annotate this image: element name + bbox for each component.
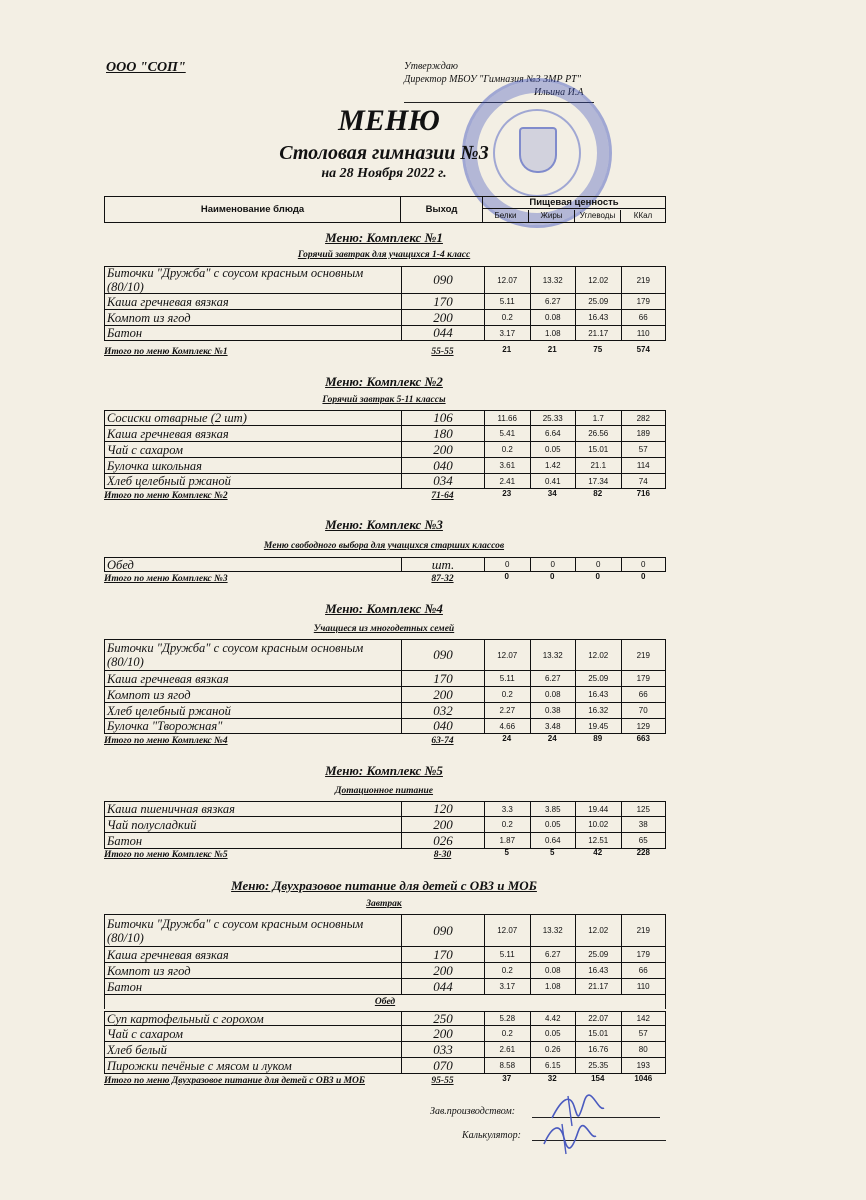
dish-kcal: 70 (621, 703, 667, 719)
dish-output: 040 (401, 719, 484, 734)
dish-output: 033 (401, 1042, 484, 1058)
dish-carbs: 25.09 (575, 671, 621, 687)
total-label: Итого по меню Комплекс №5 (104, 850, 228, 860)
dish-kcal: 38 (621, 817, 667, 833)
dish-carbs: 16.43 (575, 963, 621, 979)
dish-fat: 3.48 (530, 719, 576, 734)
total-protein: 0 (504, 572, 509, 581)
dish-output: 170 (401, 294, 484, 310)
dish-protein: 4.66 (484, 719, 530, 734)
dish-output: 044 (401, 326, 484, 341)
dish-fat: 13.32 (530, 914, 576, 947)
total-protein: 24 (502, 734, 512, 743)
approve-label: Утверждаю (404, 61, 458, 72)
col-header-nutrition: Пищевая ценность (483, 197, 665, 209)
dish-protein: 5.28 (484, 1011, 530, 1026)
total-fat: 24 (547, 734, 557, 743)
dish-carbs: 10.02 (575, 817, 621, 833)
dish-carbs: 15.01 (575, 1026, 621, 1042)
dish-output: 044 (401, 979, 484, 995)
total-fat: 34 (547, 489, 557, 498)
dish-output: 106 (401, 410, 484, 426)
dish-protein: 5.11 (484, 294, 530, 310)
total-label: Итого по меню Комплекс №2 (104, 491, 228, 501)
total-carbs: 75 (593, 345, 603, 354)
col-header-fat: Жиры (529, 210, 575, 222)
section-subtitle: Горячий завтрак 5-11 классы (322, 395, 446, 405)
dish-protein: 2.27 (484, 703, 530, 719)
table-row (104, 474, 666, 489)
total-kcal: 574 (636, 345, 650, 354)
dish-carbs: 12.02 (575, 914, 621, 947)
total-kcal: 228 (636, 848, 650, 857)
dish-fat: 13.32 (530, 266, 576, 294)
dish-carbs: 21.1 (575, 458, 621, 474)
dish-protein: 5.11 (484, 947, 530, 963)
table-row (104, 326, 666, 341)
dish-kcal: 189 (621, 426, 667, 442)
dish-kcal: 129 (621, 719, 667, 734)
dish-protein: 5.11 (484, 671, 530, 687)
col-header-output: Выход (401, 197, 483, 222)
dish-protein: 12.07 (484, 639, 530, 671)
dish-name: Хлеб целебный ржаной (104, 703, 401, 719)
dish-protein: 1.87 (484, 833, 530, 849)
total-kcal: 663 (636, 734, 650, 743)
dish-output: 250 (401, 1011, 484, 1026)
dish-fat: 0.08 (530, 310, 576, 326)
table-row (104, 963, 666, 979)
dish-fat: 1.08 (530, 326, 576, 341)
table-header (104, 196, 666, 223)
total-carbs: 0 (595, 572, 600, 581)
dish-name: Каша пшеничная вязкая (104, 801, 401, 817)
total-protein: 21 (502, 345, 512, 354)
dish-carbs: 19.44 (575, 801, 621, 817)
total-protein: 37 (502, 1074, 512, 1083)
page-title: МЕНЮ (338, 104, 440, 137)
dish-protein: 0.2 (484, 310, 530, 326)
dish-fat: 0.05 (530, 442, 576, 458)
dish-output: 026 (401, 833, 484, 849)
table-row (104, 1058, 666, 1074)
dish-name: Батон (104, 979, 401, 995)
dish-fat: 0.41 (530, 474, 576, 489)
dish-output: 034 (401, 474, 484, 489)
table-row (104, 817, 666, 833)
total-kcal: 1046 (634, 1074, 653, 1083)
section-title: Меню: Двухразовое питание для детей с ОВЗ и МОБ (231, 878, 537, 893)
table-row (104, 914, 666, 947)
table-row (104, 442, 666, 458)
dish-kcal: 125 (621, 801, 667, 817)
dish-output: 200 (401, 1026, 484, 1042)
section-title: Меню: Комплекс №4 (325, 601, 443, 616)
dish-name: Хлеб белый (104, 1042, 401, 1058)
dish-fat: 6.27 (530, 671, 576, 687)
total-output: 8-30 (433, 850, 452, 860)
dish-protein: 0 (484, 557, 530, 572)
section-subtitle-lunch: Обед (104, 995, 666, 1009)
dish-name: Батон (104, 326, 401, 341)
section-title: Меню: Комплекс №2 (325, 374, 443, 389)
dish-kcal: 66 (621, 310, 667, 326)
dish-fat: 4.42 (530, 1011, 576, 1026)
dish-carbs: 19.45 (575, 719, 621, 734)
dish-name: Сосиски отварные (2 шт) (104, 410, 401, 426)
dish-name: Булочка "Творожная" (104, 719, 401, 734)
dish-name: Хлеб целебный ржаной (104, 474, 401, 489)
dish-output: 090 (401, 639, 484, 671)
dish-protein: 8.58 (484, 1058, 530, 1074)
dish-name: Чай с сахаром (104, 442, 401, 458)
section-total-row (104, 490, 666, 502)
dish-kcal: 179 (621, 947, 667, 963)
dish-carbs: 16.43 (575, 687, 621, 703)
dish-kcal: 74 (621, 474, 667, 489)
section-title: Меню: Комплекс №5 (325, 763, 443, 778)
dish-kcal: 65 (621, 833, 667, 849)
dish-output: 170 (401, 947, 484, 963)
dish-kcal: 219 (621, 639, 667, 671)
total-kcal: 0 (641, 572, 646, 581)
section-subtitle: Учащиеся из многодетных семей (313, 624, 455, 634)
dish-carbs: 0 (575, 557, 621, 572)
dish-output: 032 (401, 703, 484, 719)
dish-kcal: 193 (621, 1058, 667, 1074)
dish-fat: 3.85 (530, 801, 576, 817)
dish-output: 200 (401, 963, 484, 979)
dish-carbs: 21.17 (575, 979, 621, 995)
dish-protein: 2.61 (484, 1042, 530, 1058)
signature-calculator-icon (540, 1118, 600, 1158)
dish-protein: 0.2 (484, 963, 530, 979)
total-protein: 5 (504, 848, 509, 857)
menu-date: на 28 Ноября 2022 г. (321, 166, 447, 181)
dish-name: Компот из ягод (104, 963, 401, 979)
total-fat: 0 (550, 572, 555, 581)
dish-protein: 11.66 (484, 410, 530, 426)
organization-name: ООО "СОП" (106, 60, 186, 75)
dish-name: Каша гречневая вязкая (104, 947, 401, 963)
dish-kcal: 0 (621, 557, 667, 572)
dish-fat: 0.08 (530, 963, 576, 979)
dish-carbs: 1.7 (575, 410, 621, 426)
page-subtitle: Столовая гимназии №3 (279, 142, 489, 164)
dish-name: Биточки "Дружба" с соусом красным основным (80/10) (104, 914, 401, 947)
dish-kcal: 219 (621, 914, 667, 947)
dish-kcal: 80 (621, 1042, 667, 1058)
dish-kcal: 142 (621, 1011, 667, 1026)
dish-fat: 6.27 (530, 947, 576, 963)
dish-name: Биточки "Дружба" с соусом красным основным (80/10) (104, 639, 401, 671)
total-carbs: 154 (591, 1074, 605, 1083)
total-carbs: 82 (593, 489, 603, 498)
dish-carbs: 25.09 (575, 294, 621, 310)
dish-carbs: 21.17 (575, 326, 621, 341)
calculator-label: Калькулятор: (462, 1130, 521, 1141)
table-row (104, 458, 666, 474)
dish-carbs: 25.35 (575, 1058, 621, 1074)
dish-protein: 0.2 (484, 1026, 530, 1042)
total-output: 95-55 (431, 1076, 454, 1086)
table-row (104, 294, 666, 310)
section-title: Меню: Комплекс №1 (325, 230, 443, 245)
total-label: Итого по меню Двухразовое питание для детей с ОВЗ и МОБ (104, 1076, 365, 1086)
dish-kcal: 57 (621, 1026, 667, 1042)
total-output: 87-32 (431, 574, 454, 584)
total-label: Итого по меню Комплекс №4 (104, 736, 228, 746)
table-row (104, 801, 666, 817)
dish-carbs: 22.07 (575, 1011, 621, 1026)
dish-fat: 25.33 (530, 410, 576, 426)
table-row (104, 1011, 666, 1026)
table-row (104, 426, 666, 442)
dish-carbs: 15.01 (575, 442, 621, 458)
total-output: 55-55 (431, 347, 454, 357)
dish-output: 200 (401, 310, 484, 326)
total-carbs: 42 (593, 848, 603, 857)
dish-kcal: 66 (621, 687, 667, 703)
total-label: Итого по меню Комплекс №3 (104, 574, 228, 584)
dish-carbs: 12.51 (575, 833, 621, 849)
dish-kcal: 110 (621, 326, 667, 341)
dish-protein: 2.41 (484, 474, 530, 489)
dish-name: Чай с сахаром (104, 1026, 401, 1042)
dish-fat: 0 (530, 557, 576, 572)
total-protein: 23 (502, 489, 512, 498)
col-header-name: Наименование блюда (105, 197, 401, 222)
dish-output: 200 (401, 817, 484, 833)
dish-name: Суп картофельный с горохом (104, 1011, 401, 1026)
col-header-carbs: Углеводы (575, 210, 621, 222)
table-row (104, 687, 666, 703)
table-row (104, 719, 666, 734)
dish-output: 040 (401, 458, 484, 474)
dish-kcal: 114 (621, 458, 667, 474)
total-kcal: 716 (636, 489, 650, 498)
dish-kcal: 179 (621, 671, 667, 687)
section-total-row (104, 735, 666, 747)
dish-kcal: 66 (621, 963, 667, 979)
dish-protein: 0.2 (484, 442, 530, 458)
dish-kcal: 57 (621, 442, 667, 458)
total-label: Итого по меню Комплекс №1 (104, 347, 228, 357)
dish-name: Каша гречневая вязкая (104, 426, 401, 442)
dish-carbs: 26.56 (575, 426, 621, 442)
section-subtitle: Горячий завтрак для учащихся 1-4 класс (297, 250, 471, 260)
dish-protein: 0.2 (484, 817, 530, 833)
section-total-row (104, 849, 666, 861)
section-subtitle: Меню свободного выбора для учащихся старших классов (263, 541, 505, 551)
dish-fat: 0.64 (530, 833, 576, 849)
dish-kcal: 179 (621, 294, 667, 310)
dish-output: 120 (401, 801, 484, 817)
dish-output: шт. (401, 557, 484, 572)
dish-fat: 0.26 (530, 1042, 576, 1058)
dish-name: Пирожки печёные с мясом и луком (104, 1058, 401, 1074)
dish-output: 090 (401, 914, 484, 947)
dish-name: Каша гречневая вязкая (104, 671, 401, 687)
dish-protein: 3.17 (484, 326, 530, 341)
dish-fat: 1.08 (530, 979, 576, 995)
dish-output: 200 (401, 687, 484, 703)
dish-name: Биточки "Дружба" с соусом красным основным (80/10) (104, 266, 401, 294)
dish-protein: 12.07 (484, 266, 530, 294)
table-row (104, 1026, 666, 1042)
section-total-row (104, 346, 666, 358)
dish-name: Обед (104, 557, 401, 572)
dish-output: 170 (401, 671, 484, 687)
dish-fat: 0.08 (530, 687, 576, 703)
dish-kcal: 219 (621, 266, 667, 294)
dish-protein: 3.17 (484, 979, 530, 995)
dish-name: Компот из ягод (104, 310, 401, 326)
approve-signer: Ильина И.А (534, 87, 584, 98)
dish-carbs: 17.34 (575, 474, 621, 489)
dish-protein: 5.41 (484, 426, 530, 442)
dish-carbs: 25.09 (575, 947, 621, 963)
dish-fat: 13.32 (530, 639, 576, 671)
table-row (104, 310, 666, 326)
production-manager-label: Зав.производством: (430, 1106, 516, 1117)
col-header-protein: Белки (483, 210, 529, 222)
section-total-row (104, 573, 666, 585)
section-title: Меню: Комплекс №3 (325, 517, 443, 532)
approve-position: Директор МБОУ "Гимназия №3 ЗМР РТ" (404, 74, 581, 85)
section-subtitle: Завтрак (366, 899, 402, 909)
total-output: 63-74 (431, 736, 454, 746)
table-row (104, 947, 666, 963)
dish-fat: 0.38 (530, 703, 576, 719)
table-row (104, 266, 666, 294)
dish-fat: 6.64 (530, 426, 576, 442)
dish-output: 090 (401, 266, 484, 294)
dish-name: Батон (104, 833, 401, 849)
total-carbs: 89 (593, 734, 603, 743)
dish-output: 200 (401, 442, 484, 458)
table-row (104, 1042, 666, 1058)
table-row (104, 410, 666, 426)
table-row (104, 557, 666, 572)
dish-output: 180 (401, 426, 484, 442)
col-header-kcal: ККал (633, 211, 653, 220)
dish-protein: 3.61 (484, 458, 530, 474)
table-row (104, 639, 666, 671)
dish-kcal: 110 (621, 979, 667, 995)
dish-carbs: 16.32 (575, 703, 621, 719)
dish-name: Чай полусладкий (104, 817, 401, 833)
dish-name: Булочка школьная (104, 458, 401, 474)
table-row (104, 703, 666, 719)
table-row (104, 671, 666, 687)
total-fat: 5 (550, 848, 555, 857)
dish-kcal: 282 (621, 410, 667, 426)
dish-fat: 0.05 (530, 1026, 576, 1042)
dish-fat: 6.27 (530, 294, 576, 310)
table-row (104, 979, 666, 995)
total-fat: 32 (547, 1074, 557, 1083)
dish-protein: 3.3 (484, 801, 530, 817)
dish-protein: 12.07 (484, 914, 530, 947)
dish-name: Каша гречневая вязкая (104, 294, 401, 310)
dish-output: 070 (401, 1058, 484, 1074)
dish-carbs: 16.76 (575, 1042, 621, 1058)
dish-carbs: 16.43 (575, 310, 621, 326)
total-output: 71-64 (431, 491, 454, 501)
section-total-row (104, 1075, 666, 1087)
dish-fat: 1.42 (530, 458, 576, 474)
dish-protein: 0.2 (484, 687, 530, 703)
dish-carbs: 12.02 (575, 266, 621, 294)
section-subtitle: Дотационное питание (334, 786, 434, 796)
total-fat: 21 (547, 345, 557, 354)
dish-name: Компот из ягод (104, 687, 401, 703)
dish-carbs: 12.02 (575, 639, 621, 671)
dish-fat: 6.15 (530, 1058, 576, 1074)
dish-fat: 0.05 (530, 817, 576, 833)
